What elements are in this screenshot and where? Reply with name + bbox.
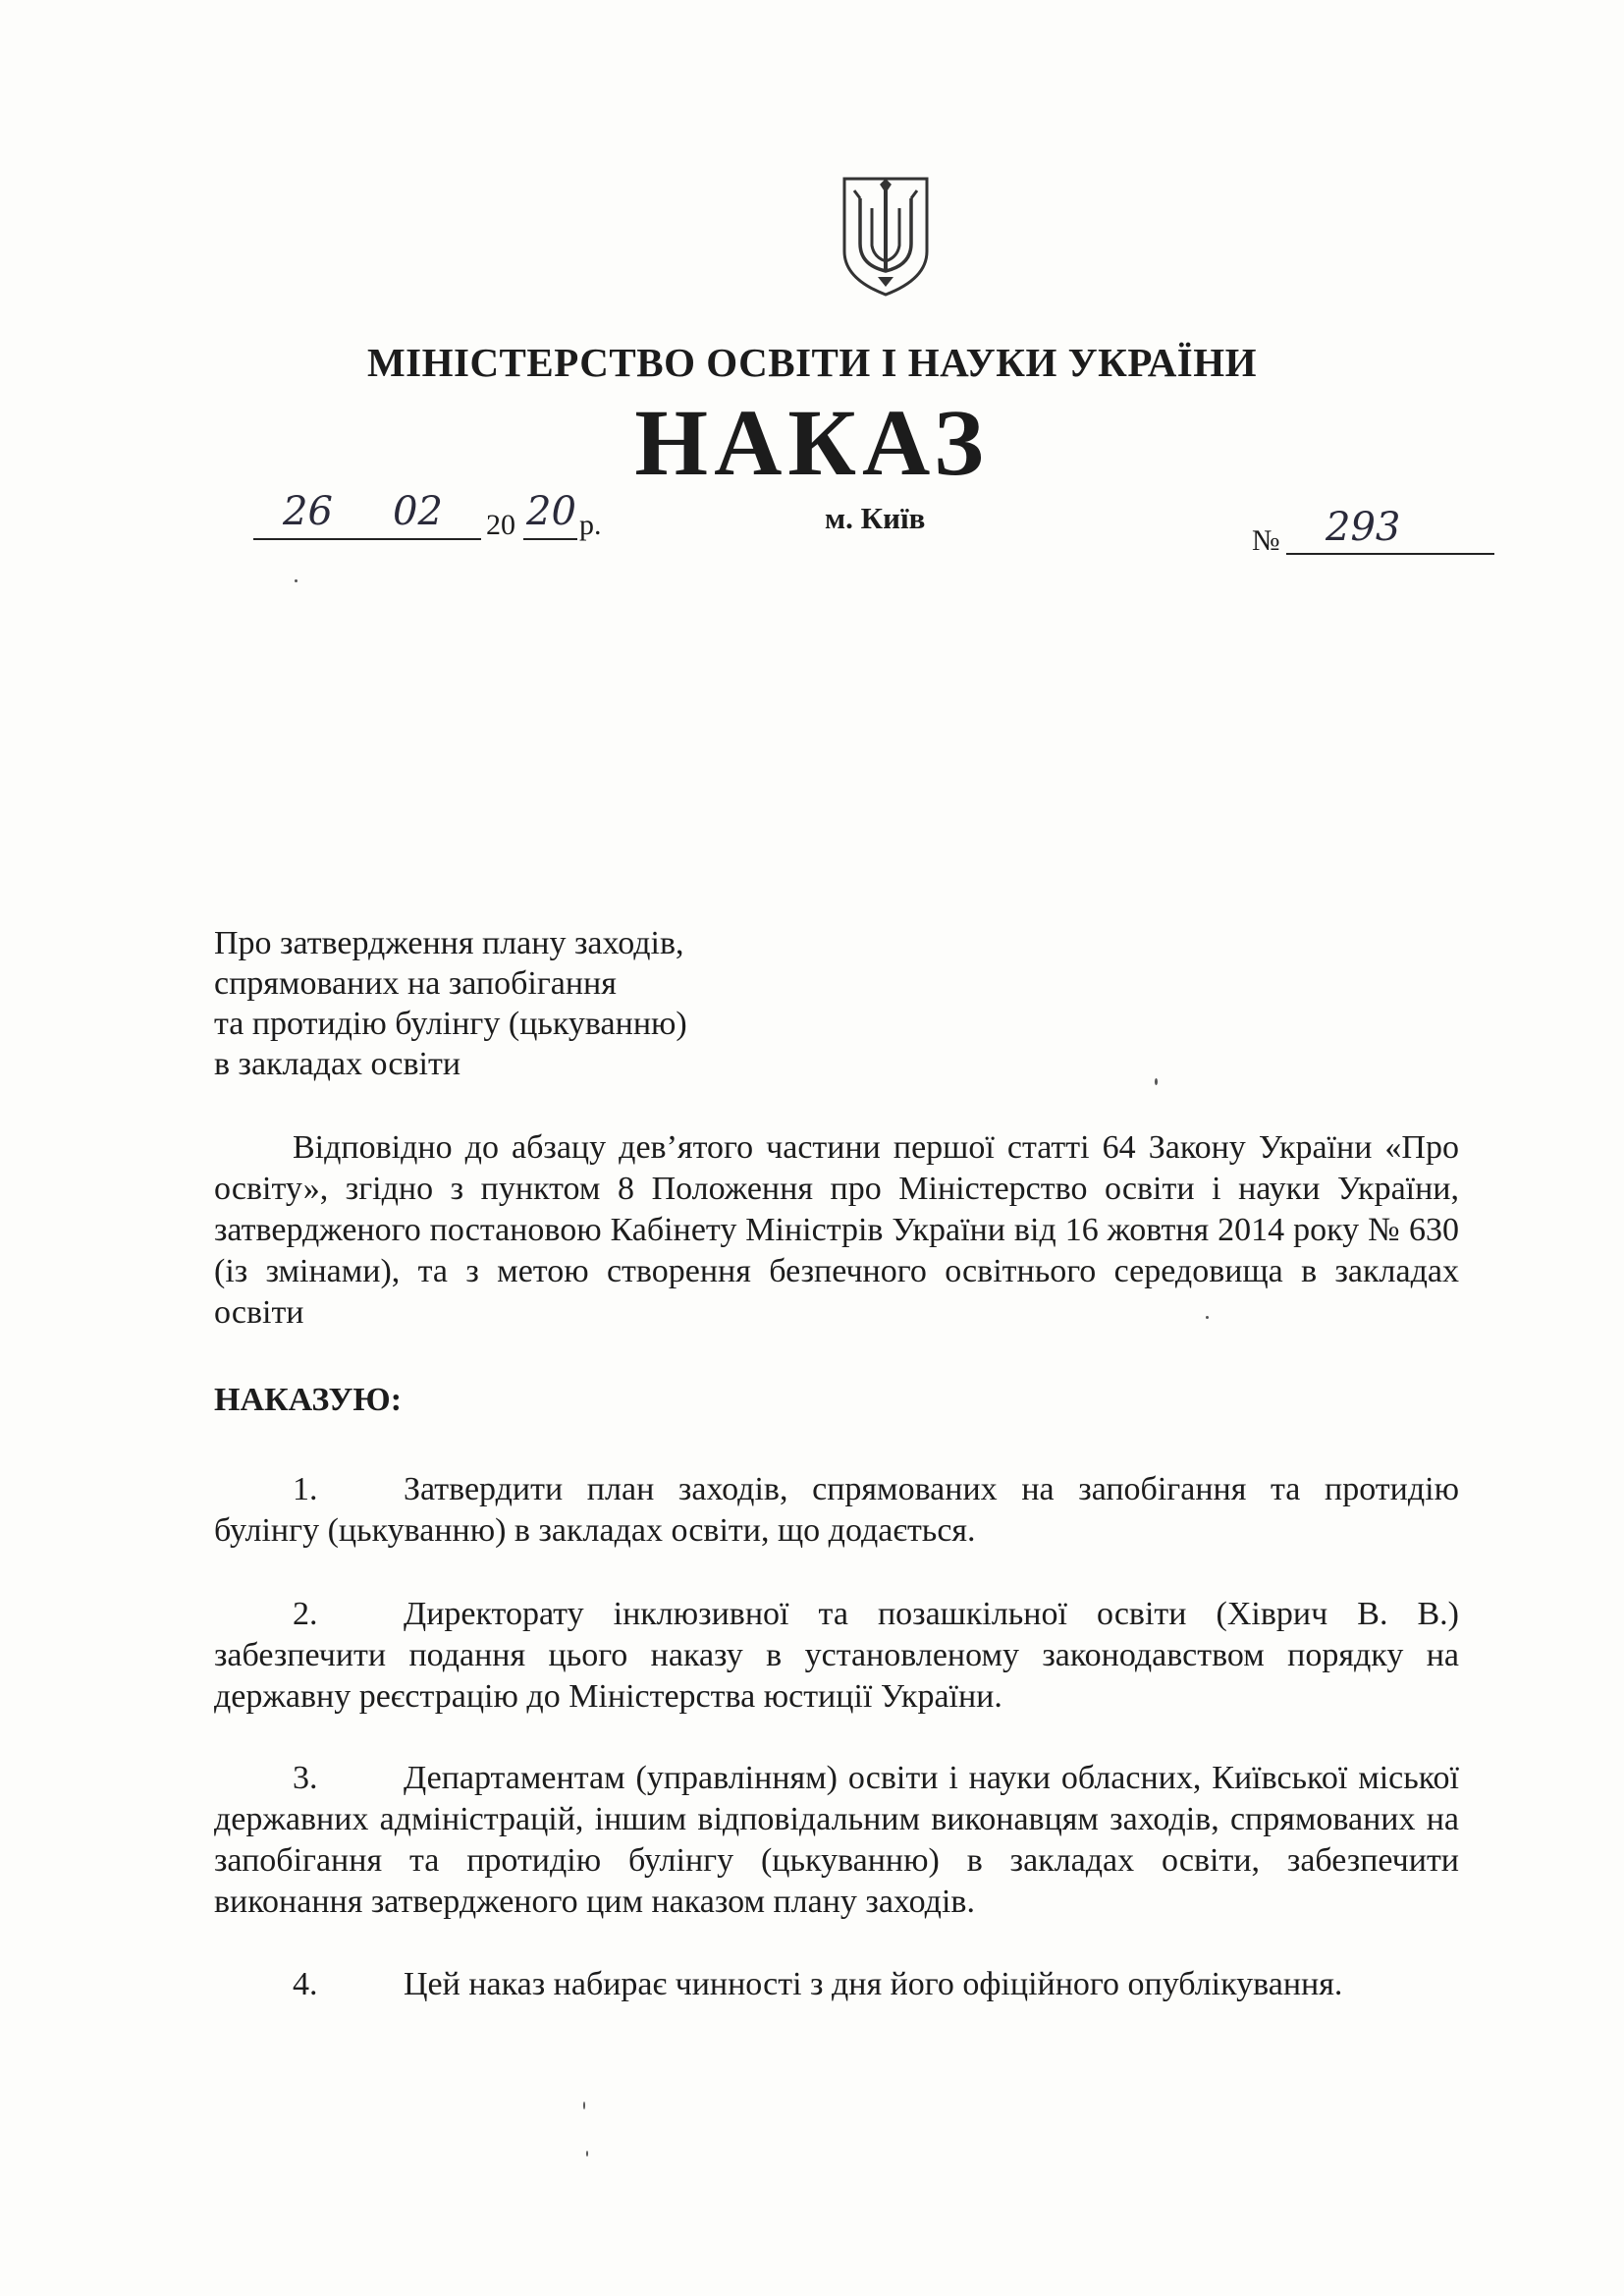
number-label: № xyxy=(1252,524,1280,557)
order-item xyxy=(214,1758,1459,1923)
item-number: 4. xyxy=(293,1966,318,2002)
year-prefix: 20 xyxy=(486,509,515,541)
subject-line: спрямованих на запобігання xyxy=(214,965,617,1002)
subject-line: Про затвердження плану заходів, xyxy=(214,925,684,961)
date-month: 02 xyxy=(393,489,443,534)
order-item xyxy=(214,1964,1459,2005)
item-text: Директорату інклюзивної та позашкільної освіти (Хіврич В. В.) забезпечити подання цього наказу в установленому законодавством порядку на державну реєстрацію до Міністерства юстиції України. xyxy=(214,1596,1459,1715)
date-day: 26 xyxy=(283,489,333,534)
scan-speck xyxy=(586,2151,588,2157)
item-number: 1. xyxy=(293,1471,318,1507)
preamble xyxy=(214,1127,1459,1334)
subject-line: та протидію булінгу (цькуванню) xyxy=(214,1006,687,1042)
trident-icon xyxy=(839,175,933,299)
item-number: 2. xyxy=(293,1596,318,1632)
scan-speck xyxy=(583,2102,585,2109)
item-number: 3. xyxy=(293,1760,318,1796)
document-title: НАКАЗ xyxy=(634,390,990,495)
order-number: 293 xyxy=(1326,505,1401,550)
ministry-name: МІНІСТЕРСТВО ОСВІТИ І НАУКИ УКРАЇНИ xyxy=(366,340,1258,385)
subject-line: в закладах освіти xyxy=(214,1046,461,1082)
order-item xyxy=(214,1594,1459,1718)
scan-speck xyxy=(1155,1078,1158,1085)
item-text: Затвердити план заходів, спрямованих на запобігання та протидію булінгу (цькуванню) в закладах освіти, що додається. xyxy=(214,1471,1459,1549)
city: м. Київ xyxy=(825,501,926,535)
item-text: Департаментам (управлінням) освіти і науки обласних, Київської міської державних адміністрацій, іншим відповідальним виконавцям заходів, спрямованих на запобігання та протидію булінгу (цькуванню) в закладах освіти, забезпечити виконання затвердженого цим наказом плану заходів. xyxy=(214,1760,1459,1920)
item-text: Цей наказ набирає чинності з дня його офіційного опублікування. xyxy=(404,1966,1343,2002)
scan-speck xyxy=(1206,1316,1209,1319)
year-abbrev: р. xyxy=(579,509,602,541)
scan-speck xyxy=(295,579,298,582)
orders-heading: НАКАЗУЮ: xyxy=(214,1382,403,1418)
date-year: 20 xyxy=(526,489,576,534)
order-item xyxy=(214,1469,1459,1552)
order-subject xyxy=(214,923,687,1084)
preamble-text: Відповідно до абзацу дев’ятого частини першої статті 64 Закону України «Про освіту», згідно з пунктом 8 Положення про Міністерство освіти і науки України, затвердженого постановою Кабінету Міністрів України від 16 жовтня 2014 року № 630 (із змінами), та з метою створення безпечного освітнього середовища в закладах освіти xyxy=(214,1129,1459,1331)
